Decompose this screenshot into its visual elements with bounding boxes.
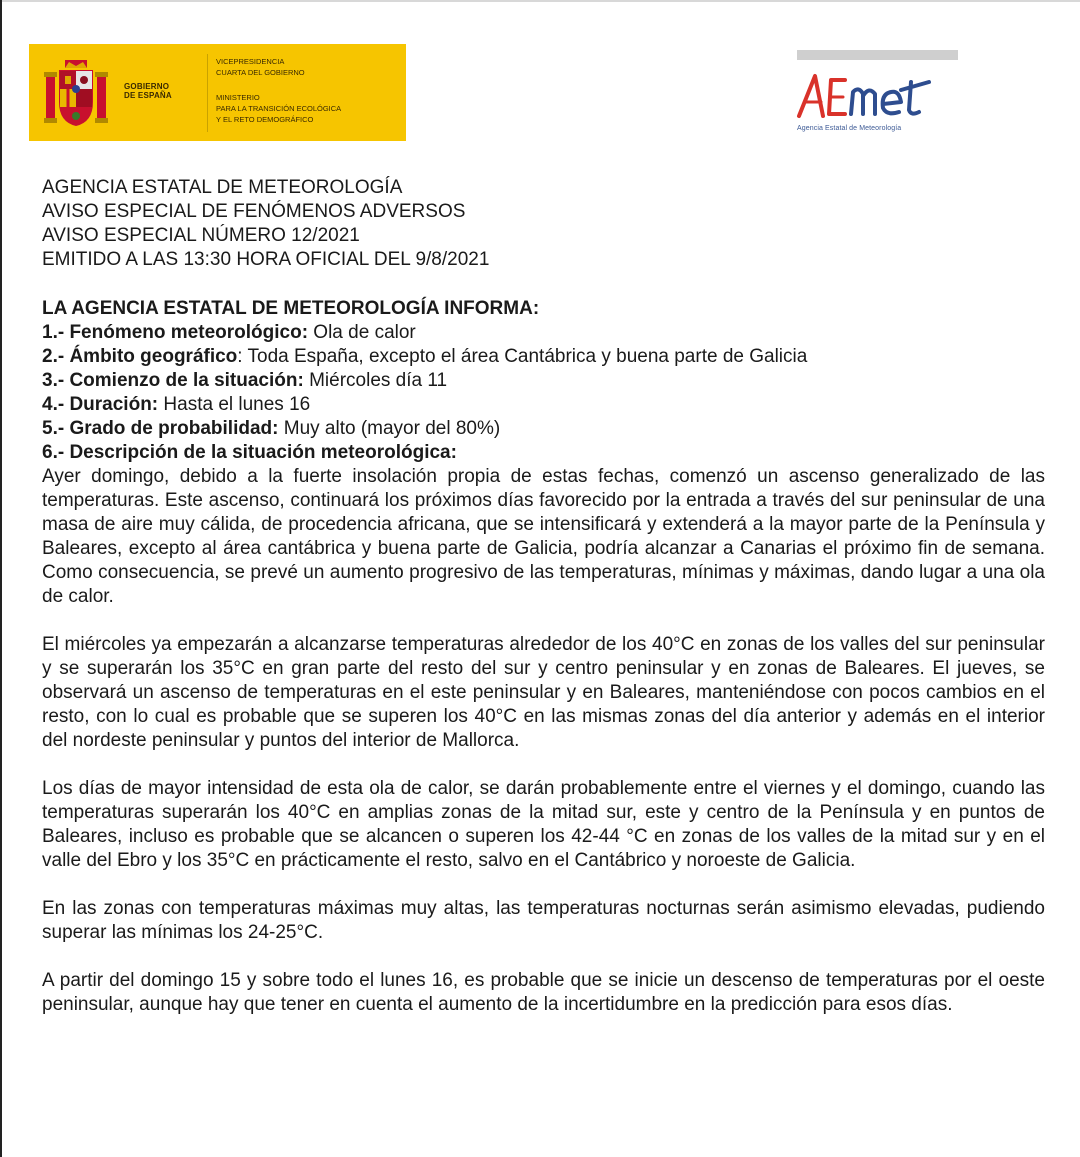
paragraph: El miércoles ya empezarán a alcanzarse temperaturas alrededor de los 40°C en zonas de los valles del sur peninsular y se superarán los 35°C en gran parte del resto del sur y centro peninsular y en zonas de Baleares. El jueves, se observará un ascenso de temperaturas en el este peninsular y en Baleares, manteniéndose con pocos cambios en el resto, con lo cual es probable que se superen los 40°C en las mismas zonas del día anterior y además en el interior del nordeste peninsular y puntos del interior de Mallorca.	[42, 634, 1045, 751]
item-label: 2.- Ámbito geográfico	[42, 346, 238, 367]
list-item	[42, 393, 1045, 417]
notice-number: AVISO ESPECIAL NÚMERO 12/2021	[42, 225, 360, 246]
page-left-edge	[0, 0, 2, 1157]
list-item	[42, 345, 1045, 369]
banner-divider	[207, 54, 208, 132]
paragraph: Ayer domingo, debido a la fuerte insolación propia de estas fechas, comenzó un ascenso generalizado de las temperaturas. Este ascenso, continuará los próximos días favorecido por la entrada a través del sur peninsular de una masa de aire muy cálida, de procedencia africana, que se intensificará y extenderá a la mayor parte de la Península y Baleares, excepto al área cantábrica y buena parte de Galicia, podría alcanzar a Canarias el próximo fin de semana. Como consecuencia, se prevé un aumento progresivo de las temperaturas, mínimas y máximas, dando lugar a una ola de calor.	[42, 466, 1045, 607]
item-value: Hasta el lunes 16	[158, 394, 311, 415]
item-label: 3.- Comienzo de la situación:	[42, 370, 304, 391]
item-label: 6.- Descripción de la situación meteorológica:	[42, 442, 457, 463]
list-item	[42, 417, 1045, 441]
paragraph: En las zonas con temperaturas máximas muy altas, las temperaturas nocturnas serán asimismo elevadas, pudiendo superar las mínimas los 24-25°C.	[42, 898, 1045, 943]
item-value: Ola de calor	[308, 322, 416, 343]
government-banner	[29, 44, 406, 141]
aemet-subtitle: Agencia Estatal de Meteorología	[797, 125, 902, 132]
item-label: 1.- Fenómeno meteorológico:	[42, 322, 309, 343]
document-header	[42, 176, 1045, 272]
list-item	[42, 441, 1045, 465]
ministerio-label: MINISTERIO PARA LA TRANSICIÓN ECOLÓGICA Y EL RETO DEMOGRÁFICO	[216, 93, 342, 124]
issue-time: EMITIDO A LAS 13:30 HORA OFICIAL DEL 9/8/2021	[42, 249, 490, 270]
gobierno-label: GOBIERNO DE ESPAÑA	[124, 82, 172, 100]
notice-type: AVISO ESPECIAL DE FENÓMENOS ADVERSOS	[42, 201, 466, 222]
logo-top-bar	[797, 50, 958, 60]
item-label: 4.- Duración:	[42, 394, 159, 415]
page-top-edge	[0, 0, 1080, 2]
coat-of-arms-icon	[43, 58, 109, 130]
item-value: Miércoles día 11	[303, 370, 448, 391]
list-item	[42, 369, 1045, 393]
item-value: : Toda España, excepto el área Cantábrica y buena parte de Galicia	[237, 346, 808, 367]
notice-body	[42, 297, 1045, 1017]
aemet-logo	[795, 68, 945, 128]
paragraph: Los días de mayor intensidad de esta ola de calor, se darán probablemente entre el viernes y el domingo, cuando las temperaturas superarán los 40°C en amplias zonas de la mitad sur, este y centro de la Península y en puntos de Baleares, incluso es probable que se alcancen o superen los 42-44 °C en zonas de los valles de la mitad sur y en el valle del Ebro y los 35°C en prácticamente el resto, salvo en el Cantábrico y noroeste de Galicia.	[42, 778, 1045, 871]
list-item	[42, 321, 1045, 345]
paragraph: A partir del domingo 15 y sobre todo el lunes 16, es probable que se inicie un descenso de temperaturas por el oeste peninsular, aunque hay que tener en cuenta el aumento de la incertidumbre en la predicción para esos días.	[42, 970, 1045, 1015]
informa-heading: LA AGENCIA ESTATAL DE METEOROLOGÍA INFORMA:	[42, 298, 540, 319]
item-label: 5.- Grado de probabilidad:	[42, 418, 279, 439]
vicepresidencia-label: VICEPRESIDENCIA CUARTA DEL GOBIERNO	[216, 57, 305, 77]
item-value: Muy alto (mayor del 80%)	[278, 418, 501, 439]
agency-name: AGENCIA ESTATAL DE METEOROLOGÍA	[42, 177, 403, 198]
